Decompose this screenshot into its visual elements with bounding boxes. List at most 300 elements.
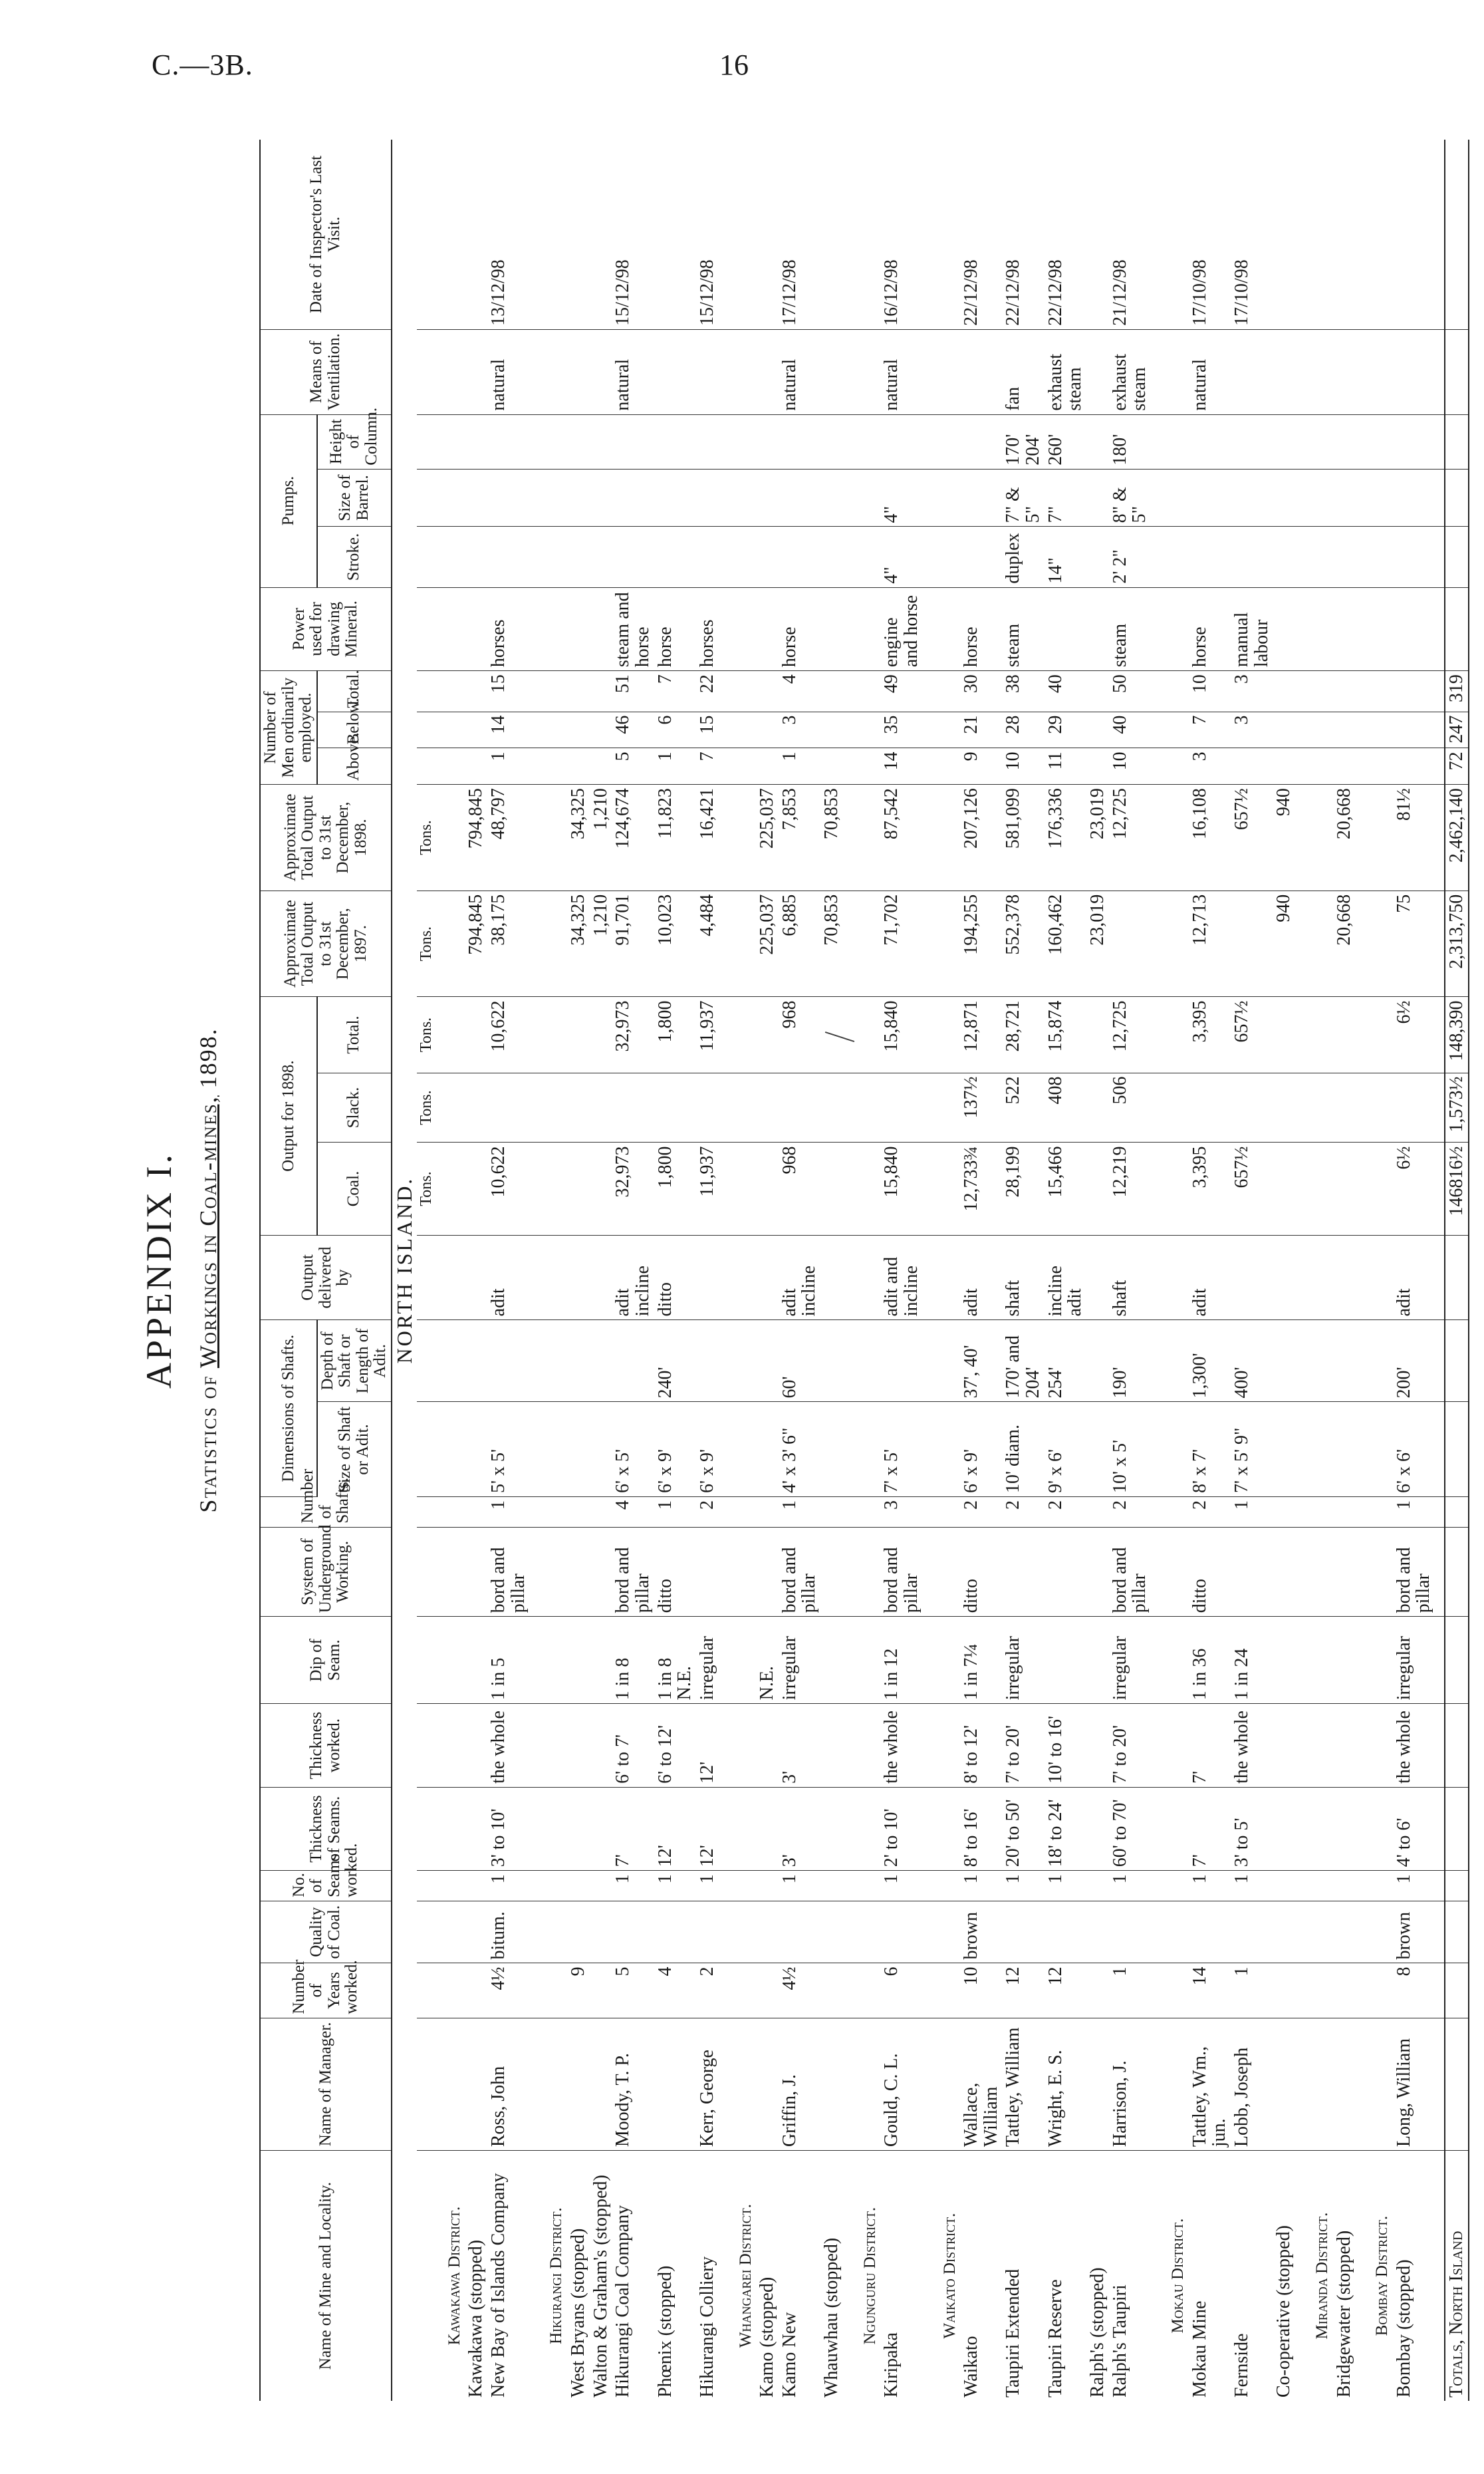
cell-dip: 1 in 5 (487, 1617, 529, 1704)
blank-cell (1160, 1497, 1189, 1528)
cell-size (756, 1402, 779, 1497)
cell-slack (654, 1073, 696, 1143)
cell-vent: natural (1189, 329, 1231, 414)
gap-cell (843, 1871, 852, 1901)
gap-cell (1151, 587, 1160, 670)
blank-cell (1304, 1871, 1333, 1901)
gap-cell (1151, 1787, 1160, 1870)
cell-shafts: 2 (1189, 1497, 1231, 1528)
cell-quality (1231, 1901, 1273, 1963)
blank-cell (932, 329, 961, 414)
gap-cell (1151, 2151, 1160, 2401)
cell-barrel (960, 469, 1002, 527)
gap-cell (1355, 414, 1364, 469)
col-dip: Dip of Seam. (260, 1617, 392, 1704)
col-name: Name of Mine and Locality. (260, 2151, 392, 2401)
col-slack: Slack. (317, 1073, 392, 1143)
cell-size: 6' x 5' (612, 1402, 654, 1497)
total-quality (1445, 1901, 1469, 1963)
cell-barrel (820, 469, 843, 527)
gap-cell (1435, 414, 1445, 469)
cell-seams: 1 (1002, 1871, 1044, 1901)
blank-cell (539, 1073, 567, 1143)
cell-th (820, 1787, 843, 1870)
cell-depth: 254' (1045, 1320, 1086, 1402)
table-row (590, 140, 612, 2401)
gap-cell (529, 329, 539, 414)
gap-cell (923, 1963, 932, 2018)
blank-cell (437, 891, 465, 997)
cell-coal: 15,840 (880, 1143, 922, 1235)
cell-coal: 1,800 (654, 1143, 696, 1235)
blank-cell (852, 469, 881, 527)
cell-visit: 17/12/98 (779, 140, 820, 329)
cell-t98: 87,542 (880, 785, 922, 891)
blank-cell (728, 671, 757, 712)
gap-cell (529, 1617, 539, 1704)
gap-cell (843, 891, 852, 997)
coal-mines-table (259, 140, 1469, 2401)
col-thickness-seams: Thickness of Seams. (260, 1787, 392, 1870)
cell-coal (590, 1143, 612, 1235)
gap-cell (1435, 1787, 1445, 1870)
blank-cell (437, 1143, 465, 1235)
cell-power (1086, 587, 1109, 670)
gap-cell (719, 748, 728, 785)
cell-mine: Kamo (stopped) (757, 2276, 778, 2398)
cell-below: 40 (1109, 712, 1151, 748)
blank-cell (852, 1143, 881, 1235)
blank-cell (539, 469, 567, 527)
table-row (1045, 140, 1086, 2401)
cell-mine: Taupiri Extended (1003, 2268, 1024, 2398)
cell-tw: the whole (1231, 1704, 1273, 1787)
gap-cell (843, 1787, 852, 1870)
cell-col (567, 414, 590, 469)
blank-cell (1160, 1704, 1189, 1787)
cell-shafts: 3 (880, 1497, 922, 1528)
blank-cell (932, 1963, 961, 2018)
blank-cell (852, 140, 881, 329)
cell-vent (1086, 329, 1109, 414)
blank-cell (852, 329, 881, 414)
cell-manager (590, 2018, 612, 2151)
gap-cell (529, 1787, 539, 1870)
blank-cell (728, 1787, 757, 1870)
gap-cell (529, 712, 539, 748)
cell-above: 10 (1002, 748, 1044, 785)
cell-th: 3' to 10' (487, 1787, 529, 1870)
blank-cell (1304, 997, 1333, 1073)
blank-cell (1304, 1320, 1333, 1402)
cell-shafts (756, 1497, 779, 1528)
cell-seams: 1 (696, 1871, 719, 1901)
cell-del: adit (487, 1235, 529, 1320)
blank-cell (932, 1527, 961, 1617)
blank-cell (852, 712, 881, 748)
blank-cell (1364, 469, 1393, 527)
total-mine: Totals, North Island (1445, 2151, 1469, 2401)
gap-cell (843, 1320, 852, 1402)
gap-cell (1355, 140, 1364, 329)
blank-cell (1364, 748, 1393, 785)
cell-mt: 49 (880, 671, 922, 712)
blank-cell (728, 587, 757, 670)
cell-col (1393, 414, 1435, 469)
cell-sys: ditto (654, 1527, 696, 1617)
blank-cell (437, 329, 465, 414)
gap-cell (1355, 891, 1364, 997)
blank-cell (1364, 1901, 1393, 1963)
cell-visit: 15/12/98 (612, 140, 654, 329)
cell-coal (820, 1143, 843, 1235)
cell-above (1273, 748, 1295, 785)
gap-cell (1295, 1963, 1304, 2018)
blank-cell (852, 785, 881, 891)
cell-mine: Ralph's Taupiri (1109, 2284, 1130, 2398)
cell-manager (465, 2018, 487, 2151)
cell-manager: Moody, T. P. (612, 2018, 654, 2151)
cell-total: 657½ (1231, 997, 1273, 1073)
blank-cell (539, 2018, 567, 2151)
cell-seams: 1 (1393, 1871, 1435, 1901)
cell-col (1189, 414, 1231, 469)
cell-mine: New Bay of Islands Company (488, 2173, 509, 2398)
cell-depth: 240' (654, 1320, 696, 1402)
cell-del: adit incline (612, 1235, 654, 1320)
cell-stroke (1333, 527, 1356, 587)
unit-blank (417, 1527, 436, 1617)
cell-mt (820, 671, 843, 712)
blank-cell (1160, 1901, 1189, 1963)
cell-visit (820, 140, 843, 329)
cell-dip (1273, 1617, 1295, 1704)
cell-power (820, 587, 843, 670)
district-heading: Miranda District. (1313, 2212, 1331, 2340)
unit-blank (417, 414, 436, 469)
cell-years: 2 (696, 1963, 719, 2018)
cell-vent (465, 329, 487, 414)
table-row (880, 140, 922, 2401)
gap-cell (1295, 140, 1304, 329)
gap-cell (923, 1497, 932, 1528)
gap-cell (1435, 1143, 1445, 1235)
cell-stroke: 14" (1045, 527, 1086, 587)
gap-cell (923, 2018, 932, 2151)
blank-cell (1160, 414, 1189, 469)
blank-cell (932, 527, 961, 587)
blank-cell (437, 469, 465, 527)
table-row (820, 140, 843, 2401)
gap-cell (843, 712, 852, 748)
cell-sys: ditto (1189, 1527, 1231, 1617)
gap-cell (719, 785, 728, 891)
gap-cell (1295, 997, 1304, 1073)
cell-sys: bord and pillar (487, 1527, 529, 1617)
cell-stroke (779, 527, 820, 587)
cell-manager (820, 2018, 843, 2151)
cell-t98: 11,823 (654, 785, 696, 891)
cell-quality (1333, 1901, 1356, 1963)
cell-power (1273, 587, 1295, 670)
table-row (1273, 140, 1295, 2401)
blank-cell (932, 1235, 961, 1320)
gap-cell (719, 587, 728, 670)
blank-cell (539, 329, 567, 414)
blank-cell (728, 2018, 757, 2151)
blank-cell (437, 1073, 465, 1143)
gap-cell (1355, 1235, 1364, 1320)
cell-above (465, 748, 487, 785)
cell-th: 3' (779, 1787, 820, 1870)
blank-cell (932, 997, 961, 1073)
total-vent (1445, 329, 1469, 414)
cell-visit: 22/12/98 (1002, 140, 1044, 329)
gap-cell (843, 1901, 852, 1963)
cell-col: 170' 204' (1002, 414, 1044, 469)
cell-years (1086, 1963, 1109, 2018)
cell-t97: 552,378 (1002, 891, 1044, 997)
cell-col (612, 414, 654, 469)
blank-cell (1304, 1617, 1333, 1704)
cell-visit: 15/12/98 (696, 140, 719, 329)
cell-power (1333, 587, 1356, 670)
gap-cell (1295, 1402, 1304, 1497)
blank-cell (437, 997, 465, 1073)
cell-mt: 15 (487, 671, 529, 712)
gap-cell (1151, 1704, 1160, 1787)
cell-vent (1231, 329, 1273, 414)
cell-mine: Taupiri Reserve (1045, 2279, 1066, 2398)
total-dip (1445, 1617, 1469, 1704)
cell-coal: 28,199 (1002, 1143, 1044, 1235)
cell-stroke: duplex (1002, 527, 1044, 587)
col-thickness-worked: Thickness worked. (260, 1704, 392, 1787)
gap-cell (719, 1871, 728, 1901)
cell-total (756, 997, 779, 1073)
gap-cell (843, 587, 852, 670)
gap-cell (1295, 1527, 1304, 1617)
cell-vent (756, 329, 779, 414)
gap-cell (1295, 1235, 1304, 1320)
blank-cell (1304, 748, 1333, 785)
cell-mt (1333, 671, 1356, 712)
cell-depth (567, 1320, 590, 1402)
blank-cell (728, 1617, 757, 1704)
cell-power: manual labour (1231, 587, 1273, 670)
col-coal: Coal. (317, 1143, 392, 1235)
gap-cell (923, 1143, 932, 1235)
cell-slack (1333, 1073, 1356, 1143)
cell-power (465, 587, 487, 670)
blank-cell (852, 748, 881, 785)
blank-cell (1160, 1871, 1189, 1901)
blank-cell (437, 587, 465, 670)
blank-cell (728, 1704, 757, 1787)
blank-cell (539, 1143, 567, 1235)
cell-size: 6' x 9' (960, 1402, 1002, 1497)
cell-shafts: 4 (612, 1497, 654, 1528)
cell-visit (590, 140, 612, 329)
cell-th: 12' (654, 1787, 696, 1870)
gap-cell (1295, 1617, 1304, 1704)
cell-shafts: 1 (779, 1497, 820, 1528)
cell-seams: 1 (960, 1871, 1002, 1901)
gap-cell (719, 1320, 728, 1402)
blank-cell (932, 1787, 961, 1870)
cell-above: 5 (612, 748, 654, 785)
cell-slack (567, 1073, 590, 1143)
gap-cell (923, 1073, 932, 1143)
gap-cell (1435, 1073, 1445, 1143)
blank-cell (932, 2018, 961, 2151)
cell-power: horses (487, 587, 529, 670)
gap-cell (529, 1143, 539, 1235)
cell-above: 9 (960, 748, 1002, 785)
cell-dip (465, 1617, 487, 1704)
cell-quality (590, 1901, 612, 1963)
gap-cell (1151, 1320, 1160, 1402)
blank-cell (1364, 1497, 1393, 1528)
cell-th: 8' to 16' (960, 1787, 1002, 1870)
cell-depth: 170' and 204' (1002, 1320, 1044, 1402)
district-heading: Mokau District. (1169, 2218, 1187, 2334)
gap-cell (1435, 469, 1445, 527)
cell-sys (696, 1527, 719, 1617)
cell-years: 4½ (779, 1963, 820, 2018)
cell-dip: irregular (1002, 1617, 1044, 1704)
gap-cell (1295, 1073, 1304, 1143)
col-men-total: Total. (317, 671, 392, 712)
gap-cell (1151, 1527, 1160, 1617)
gap-cell (1295, 527, 1304, 587)
cell-total: 15,874 (1045, 997, 1086, 1073)
cell-mt: 51 (612, 671, 654, 712)
blank-cell (539, 997, 567, 1073)
cell-t98: 207,126 (960, 785, 1002, 891)
cell-dip: 1 in 36 (1189, 1617, 1231, 1704)
blank-cell (932, 1320, 961, 1402)
cell-visit: 21/12/98 (1109, 140, 1151, 329)
col-output: Output for 1898. (260, 997, 317, 1235)
cell-power: steam (1109, 587, 1151, 670)
gap-cell (719, 414, 728, 469)
cell-years: 8 (1393, 1963, 1435, 2018)
cell-manager (1333, 2018, 1356, 2151)
cell-slack (1086, 1073, 1109, 1143)
cell-mt: 7 (654, 671, 696, 712)
blank-cell (728, 140, 757, 329)
gap-cell (1355, 1527, 1364, 1617)
blank-cell (728, 414, 757, 469)
blank-cell (852, 1871, 881, 1901)
cell-shafts (1333, 1497, 1356, 1528)
gap-cell (529, 1402, 539, 1497)
gap-cell (529, 587, 539, 670)
blank-cell (852, 1963, 881, 2018)
gap-cell (1295, 587, 1304, 670)
cell-stroke (654, 527, 696, 587)
cell-power: engine and horse (880, 587, 922, 670)
cell-power (1393, 587, 1435, 670)
cell-quality (820, 1901, 843, 1963)
blank-cell (852, 1497, 881, 1528)
cell-barrel (1231, 469, 1273, 527)
gap-cell (843, 414, 852, 469)
cell-vent (1333, 329, 1356, 414)
cell-below: 14 (487, 712, 529, 748)
blank-cell (1364, 785, 1393, 891)
gap-cell (923, 712, 932, 748)
cell-barrel (590, 469, 612, 527)
cell-above (820, 748, 843, 785)
blank-cell (539, 414, 567, 469)
totals-row (1445, 140, 1469, 2401)
cell-mine: Ralph's (stopped) (1087, 2267, 1108, 2398)
gap-cell (529, 414, 539, 469)
gap-cell (843, 1527, 852, 1617)
blank-cell (852, 1901, 881, 1963)
gap-cell (843, 2151, 852, 2401)
total-coal: 146816½ (1445, 1143, 1469, 1235)
cell-visit (567, 140, 590, 329)
cell-shafts (1273, 1497, 1295, 1528)
blank-cell (539, 1497, 567, 1528)
col-ventilation: Means of Ventilation. (260, 329, 392, 414)
blank-cell (1304, 1143, 1333, 1235)
cell-above (590, 748, 612, 785)
cell-years: 9 (567, 1963, 590, 2018)
cell-above: 14 (880, 748, 922, 785)
cell-power: steam and horse (612, 587, 654, 670)
blank-cell (1364, 712, 1393, 748)
gap-cell (1435, 1320, 1445, 1402)
cell-sys: bord and pillar (1393, 1527, 1435, 1617)
cell-depth (756, 1320, 779, 1402)
gap-cell (719, 891, 728, 997)
cell-manager: Gould, C. L. (880, 2018, 922, 2151)
blank-cell (539, 748, 567, 785)
gap-cell (529, 2151, 539, 2401)
cell-stroke (590, 527, 612, 587)
gap-cell (923, 1527, 932, 1617)
cell-mt: 4 (779, 671, 820, 712)
cell-dip: N.E. (756, 1617, 779, 1704)
cell-vent (1393, 329, 1435, 414)
blank-cell (1160, 712, 1189, 748)
blank-cell (539, 1963, 567, 2018)
cell-seams: 1 (487, 1871, 529, 1901)
gap-cell (1435, 1402, 1445, 1497)
cell-del (1086, 1235, 1109, 1320)
cell-below (590, 712, 612, 748)
cell-visit (1393, 140, 1435, 329)
gap-cell (923, 1402, 932, 1497)
blank-cell (1364, 1073, 1393, 1143)
cell-mine: Whauwhau (stopped) (821, 2237, 842, 2398)
gap-cell (1435, 1901, 1445, 1963)
gap-cell (923, 414, 932, 469)
cell-years: 14 (1189, 1963, 1231, 2018)
blank-cell (437, 140, 465, 329)
blank-cell (932, 587, 961, 670)
cell-seams (567, 1871, 590, 1901)
gap-cell (719, 1527, 728, 1617)
gap-cell (1355, 587, 1364, 670)
cell-stroke (820, 527, 843, 587)
cell-col (880, 414, 922, 469)
cell-dip: 1 in 24 (1231, 1617, 1273, 1704)
